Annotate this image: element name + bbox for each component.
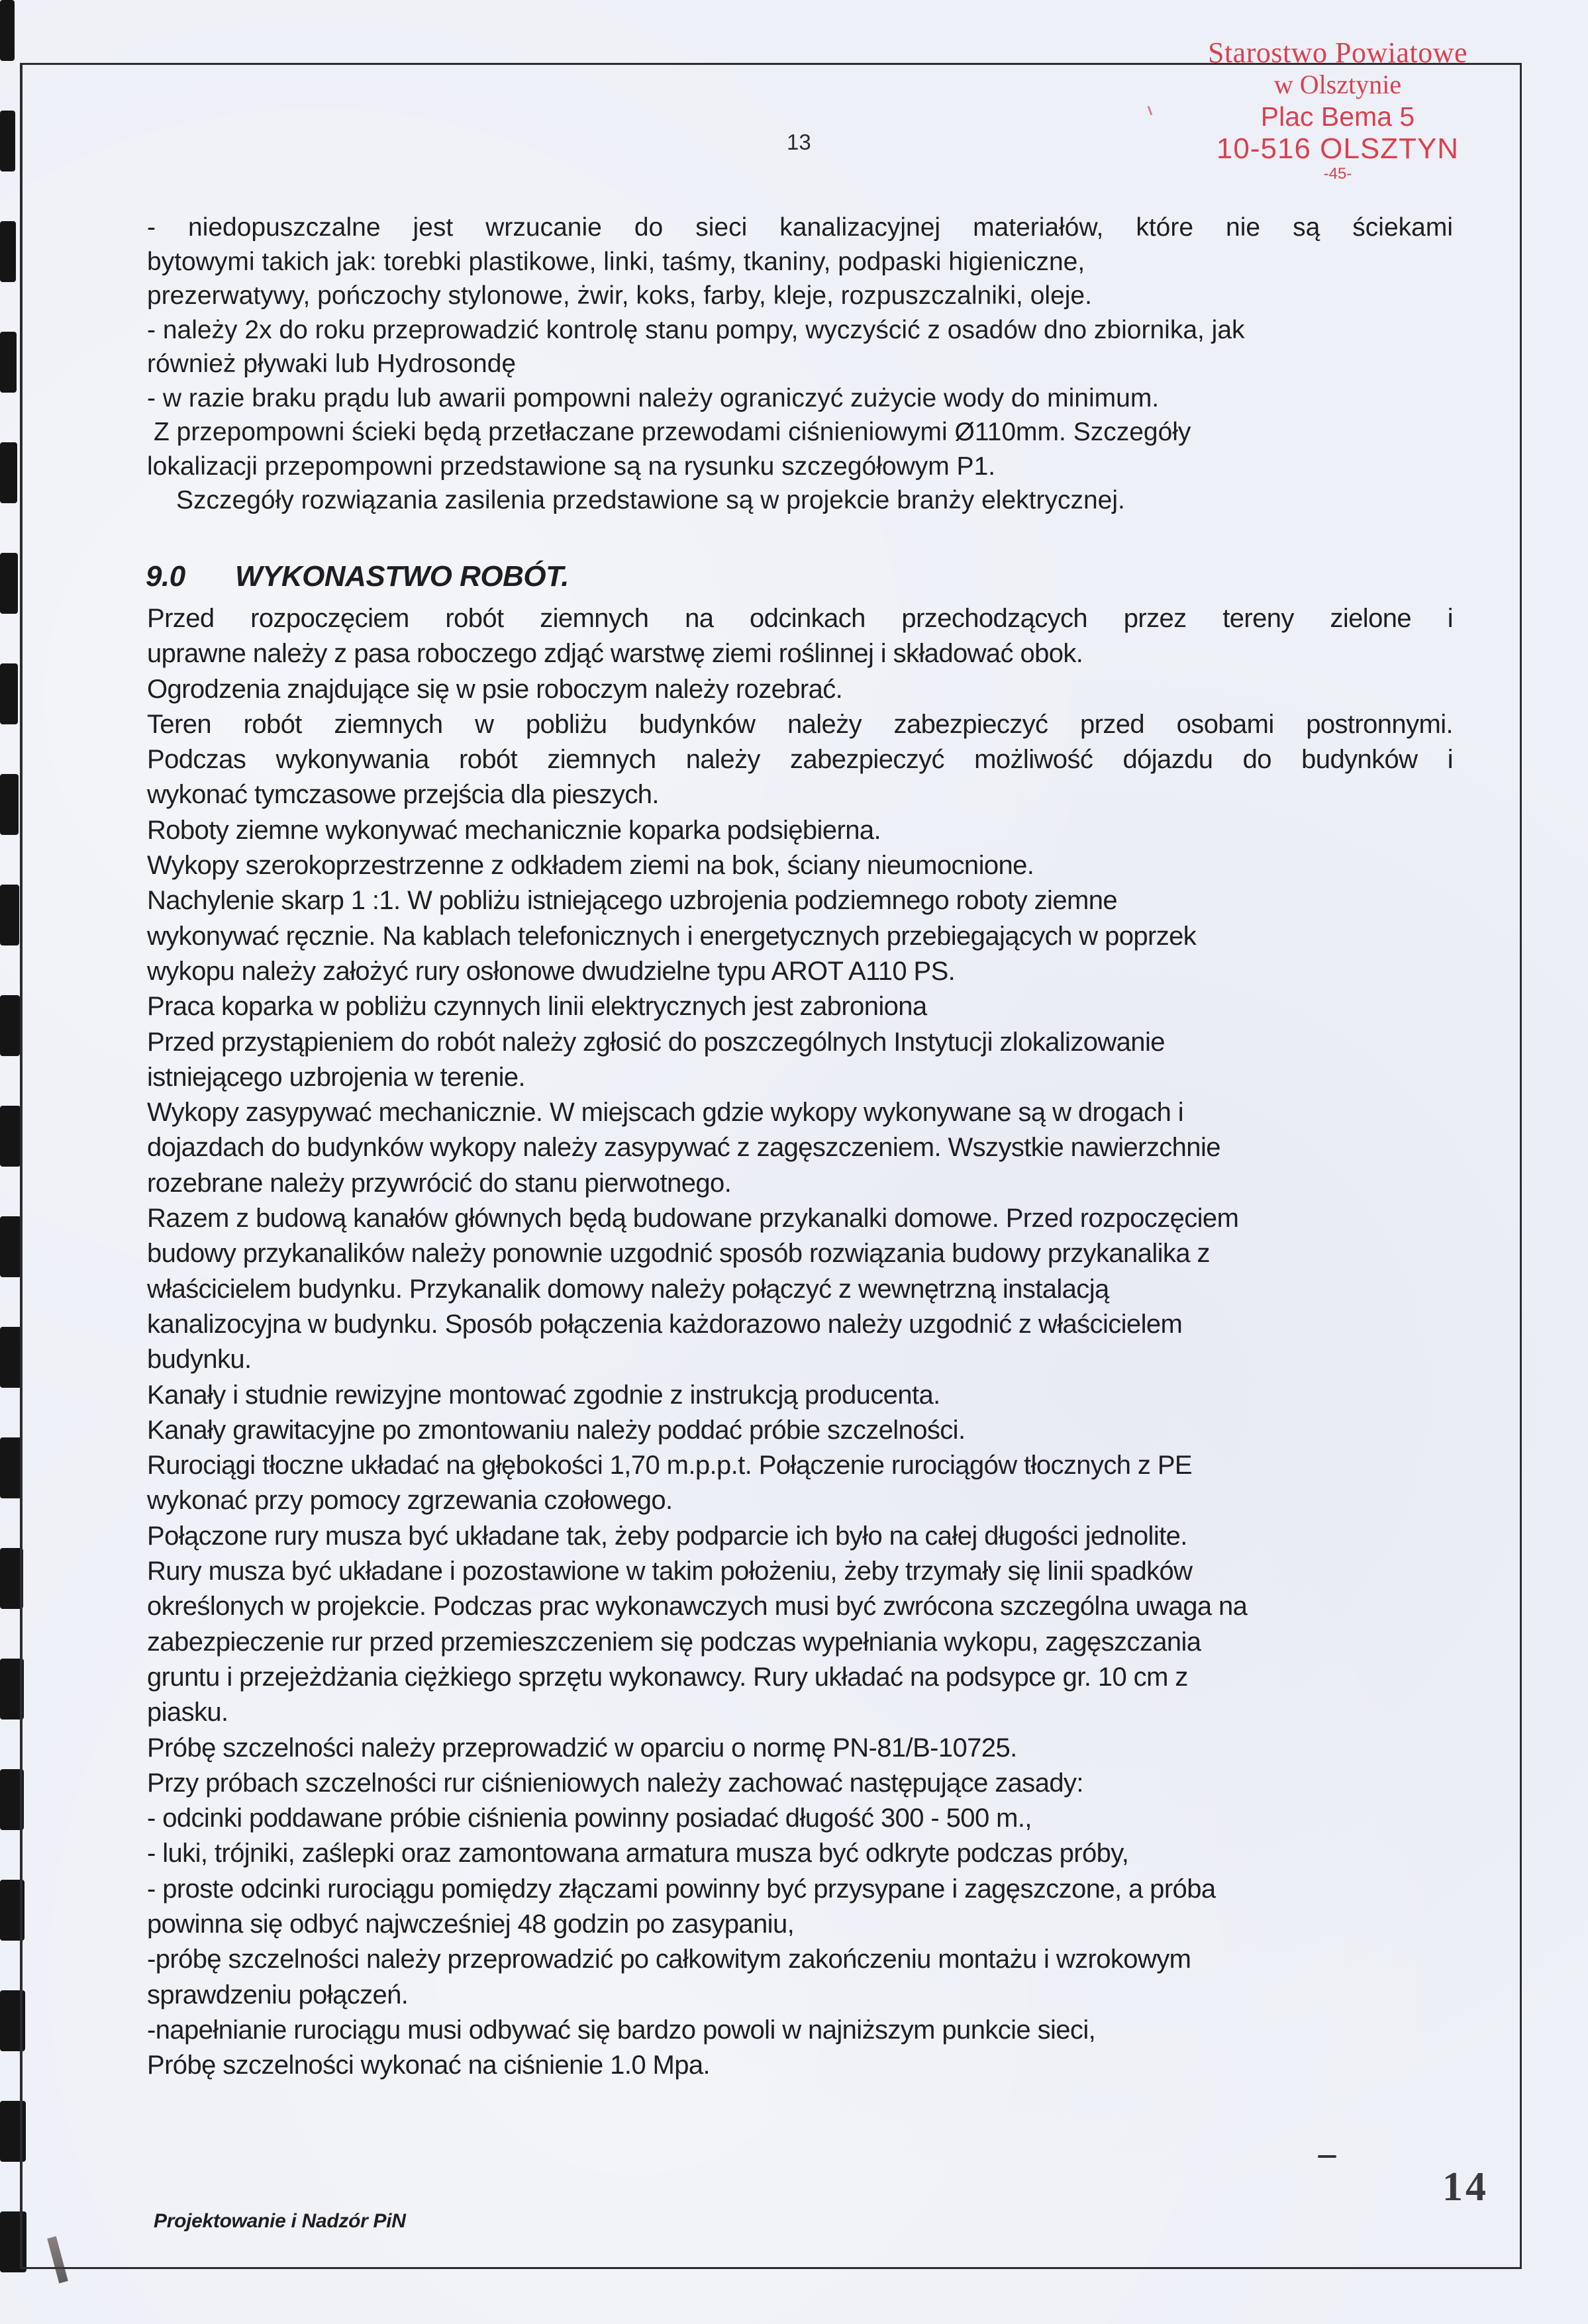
text-line: lokalizacji przepompowni przedstawione są na rysunku szczegółowym P1. xyxy=(147,452,996,481)
text-line: Rury musza być układane i pozostawione w takim położeniu, żeby trzymały się linii spadków xyxy=(147,1557,1193,1586)
text-line: Razem z budową kanałów głównych będą budowane przykanalki domowe. Przed rozpoczęciem xyxy=(147,1204,1239,1234)
text-line: istniejącego uzbrojenia w terenie. xyxy=(147,1062,526,1092)
text-line: Kanały i studnie rewizyjne montować zgodnie z instrukcją producenta. xyxy=(147,1380,940,1410)
stamp-postal-code: 10-516 OLSZTYN xyxy=(1216,132,1460,165)
text-line: wykopu należy założyć rury osłonowe dwudzielne typu AROT A110 PS. xyxy=(147,956,956,986)
text-line: Rurociągi tłoczne układać na głębokości 1,70 m.p.p.t. Połączenie rurociągów tłocznych z PE xyxy=(147,1451,1192,1480)
text-line: - niedopuszczalne jest wrzucanie do sieci kanalizacyjnej materiałów, które nie są ściekami xyxy=(147,213,1453,242)
text-line: Szczegóły rozwiązania zasilenia przedstawione są w projekcie branży elektrycznej. xyxy=(176,486,1125,514)
binder-mark xyxy=(0,442,17,503)
text-line: zabezpieczenie rur przed przemieszczeniem się podczas wypełniania wykopu, zagęszczania xyxy=(147,1627,1201,1657)
text-line: Roboty ziemne wykonywać mechanicznie koparka podsiębierna. xyxy=(147,815,881,845)
text-line: Teren robót ziemnych w pobliżu budynków należy zabezpieczyć przed osobami postronnymi. xyxy=(147,709,1453,739)
section-title: WYKONASTWO ROBÓT. xyxy=(235,560,569,593)
text-line: budowy przykanalików należy ponownie uzgodnić sposób rozwiązania budowy przykanalika z xyxy=(147,1239,1210,1269)
text-line: właścicielem budynku. Przykanalik domowy należy połączyć z wewnętrzną instalacją xyxy=(147,1274,1109,1304)
text-line: Nachylenie skarp 1 :1. W pobliżu istniejącego uzbrojenia podziemnego roboty ziemne xyxy=(147,886,1117,916)
text-line: Ogrodzenia znajdujące się w psie roboczym należy rozebrać. xyxy=(147,674,843,704)
section-number: 9.0 xyxy=(146,560,185,593)
text-line: określonych w projekcie. Podczas prac wykonawczych musi być zwrócona szczególna uwaga na xyxy=(147,1592,1248,1622)
text-line: prezerwatywy, pończochy stylonowe, żwir, koks, farby, kleje, rozpuszczalniki, oleje. xyxy=(147,281,1092,310)
binder-mark xyxy=(0,774,19,835)
text-line: Podczas wykonywania robót ziemnych należy zabezpieczyć możliwość dójazdu do budynków i xyxy=(147,745,1453,775)
binder-mark xyxy=(0,0,15,61)
page-number: 13 xyxy=(787,130,811,154)
text-line: wykonać przy pomocy zgrzewania czołowego. xyxy=(147,1486,673,1516)
text-line: Połączone rury musza być układane tak, żeby podparcie ich było na całej długości jednolite. xyxy=(147,1521,1187,1551)
text-line: Próbę szczelności wykonać na ciśnienie 1.0 Mpa. xyxy=(147,2051,711,2080)
text-line: -próbę szczelności należy przeprowadzić po całkowitym zakończeniu montażu i wzrokowym xyxy=(147,1945,1191,1974)
binder-mark xyxy=(0,663,18,724)
text-line: - w razie braku prądu lub awarii pompowni należy ograniczyć zużycie wody do minimum. xyxy=(147,383,1160,412)
stamp-street: Plac Bema 5 xyxy=(1260,101,1415,132)
text-line: Przed rozpoczęciem robót ziemnych na odcinkach przechodzących przez tereny zielone i xyxy=(147,604,1453,633)
footer-company: Projektowanie i Nadzór PiN xyxy=(154,2210,406,2232)
binder-mark xyxy=(0,1437,23,1498)
text-line: rozebrane należy przywrócić do stanu pierwotnego. xyxy=(147,1168,732,1198)
text-line: sprawdzeniu połączeń. xyxy=(147,1980,409,2009)
text-line: - odcinki poddawane próbie ciśnienia powinny posiadać długość 300 - 500 m., xyxy=(147,1804,1032,1833)
text-line: Wykopy szerokoprzestrzenne z odkładem ziemi na bok, ściany nieumocnione. xyxy=(147,851,1034,881)
section-heading xyxy=(146,560,569,593)
pen-dash-mark xyxy=(1318,2155,1336,2158)
text-line: Z przepompowni ścieki będą przetłaczane przewodami ciśnieniowymi Ø110mm. Szczegóły xyxy=(154,418,1191,446)
stamp-city: w Olsztynie xyxy=(1273,70,1402,99)
binder-mark xyxy=(0,111,15,171)
text-line: również pływaki lub Hydrosondę xyxy=(147,350,517,378)
text-line: wykonać tymczasowe przejścia dla pieszych. xyxy=(147,780,659,810)
maintenance-notes xyxy=(147,211,1453,518)
text-line: Próbę szczelności należy przeprowadzić w oparciu o normę PN-81/B-10725. xyxy=(147,1733,1017,1763)
text-line: kanalizocyjna w budynku. Sposób połączenia każdorazowo należy uzgodnić z właścicielem xyxy=(147,1309,1183,1339)
binder-mark xyxy=(0,553,18,614)
text-line: wykonywać ręcznie. Na kablach telefonicznych i energetycznych przebiegających w poprzek xyxy=(147,921,1197,951)
text-line: Przed przystąpieniem do robót należy zgłosić do poszczególnych Instytucji zlokalizowanie xyxy=(147,1027,1165,1057)
stamp-number: -45- xyxy=(1323,165,1352,183)
text-line: -napełnianie rurociągu musi odbywać się bardzo powoli w najniższym punkcie sieci, xyxy=(147,2015,1096,2045)
text-line: dojazdach do budynków wykopy należy zasypywać z zagęszczeniem. Wszystkie nawierzchnie xyxy=(147,1133,1220,1163)
text-line: - należy 2x do roku przeprowadzić kontrolę stanu pompy, wyczyścić z osadów dno zbiornika, jak xyxy=(147,315,1245,344)
text-line: bytowymi takich jak: torebki plastikowe, linki, taśmy, tkaniny, podpaski higieniczne, xyxy=(147,247,1085,276)
binder-mark xyxy=(0,885,19,945)
binder-mark xyxy=(0,1106,21,1167)
text-line: uprawne należy z pasa roboczego zdjąć warstwę ziemi roślinnej i składować obok. xyxy=(147,639,1083,669)
text-line: Przy próbach szczelności rur ciśnieniowych należy zachować następujące zasady: xyxy=(147,1768,1083,1798)
section-body xyxy=(147,601,1453,2083)
text-line: - proste odcinki rurociągu pomiędzy złączami powinny być przysypane i zagęszczone, a próba xyxy=(147,1874,1216,1904)
office-stamp xyxy=(1166,38,1510,182)
text-line: - luki, trójniki, zaślepki oraz zamontowana armatura musza być odkryte podczas próby, xyxy=(147,1839,1129,1868)
stamp-office-name: Starostwo Powiatowe xyxy=(1207,36,1468,69)
text-line: gruntu i przejeżdżania ciężkiego sprzętu wykonawcy. Rury układać na podsypce gr. 10 cm z xyxy=(147,1662,1188,1692)
binder-mark xyxy=(0,221,16,282)
handwritten-page-number: 14 xyxy=(1442,2164,1489,2209)
text-line: powinna się odbyć najwcześniej 48 godzin po zasypaniu, xyxy=(147,1909,795,1939)
binder-mark xyxy=(0,332,17,393)
text-line: Wykopy zasypywać mechanicznie. W miejscach gdzie wykopy wykonywane są w drogach i xyxy=(147,1098,1184,1128)
binder-mark xyxy=(0,1216,21,1277)
binder-mark xyxy=(0,995,20,1056)
text-line: Kanały grawitacyjne po zmontowaniu należy poddać próbie szczelności. xyxy=(147,1415,966,1445)
text-line: piasku. xyxy=(147,1698,228,1727)
text-line: Praca koparka w pobliżu czynnych linii elektrycznych jest zabroniona xyxy=(147,992,927,1022)
text-line: budynku. xyxy=(147,1345,252,1375)
binder-mark xyxy=(0,1327,22,1388)
